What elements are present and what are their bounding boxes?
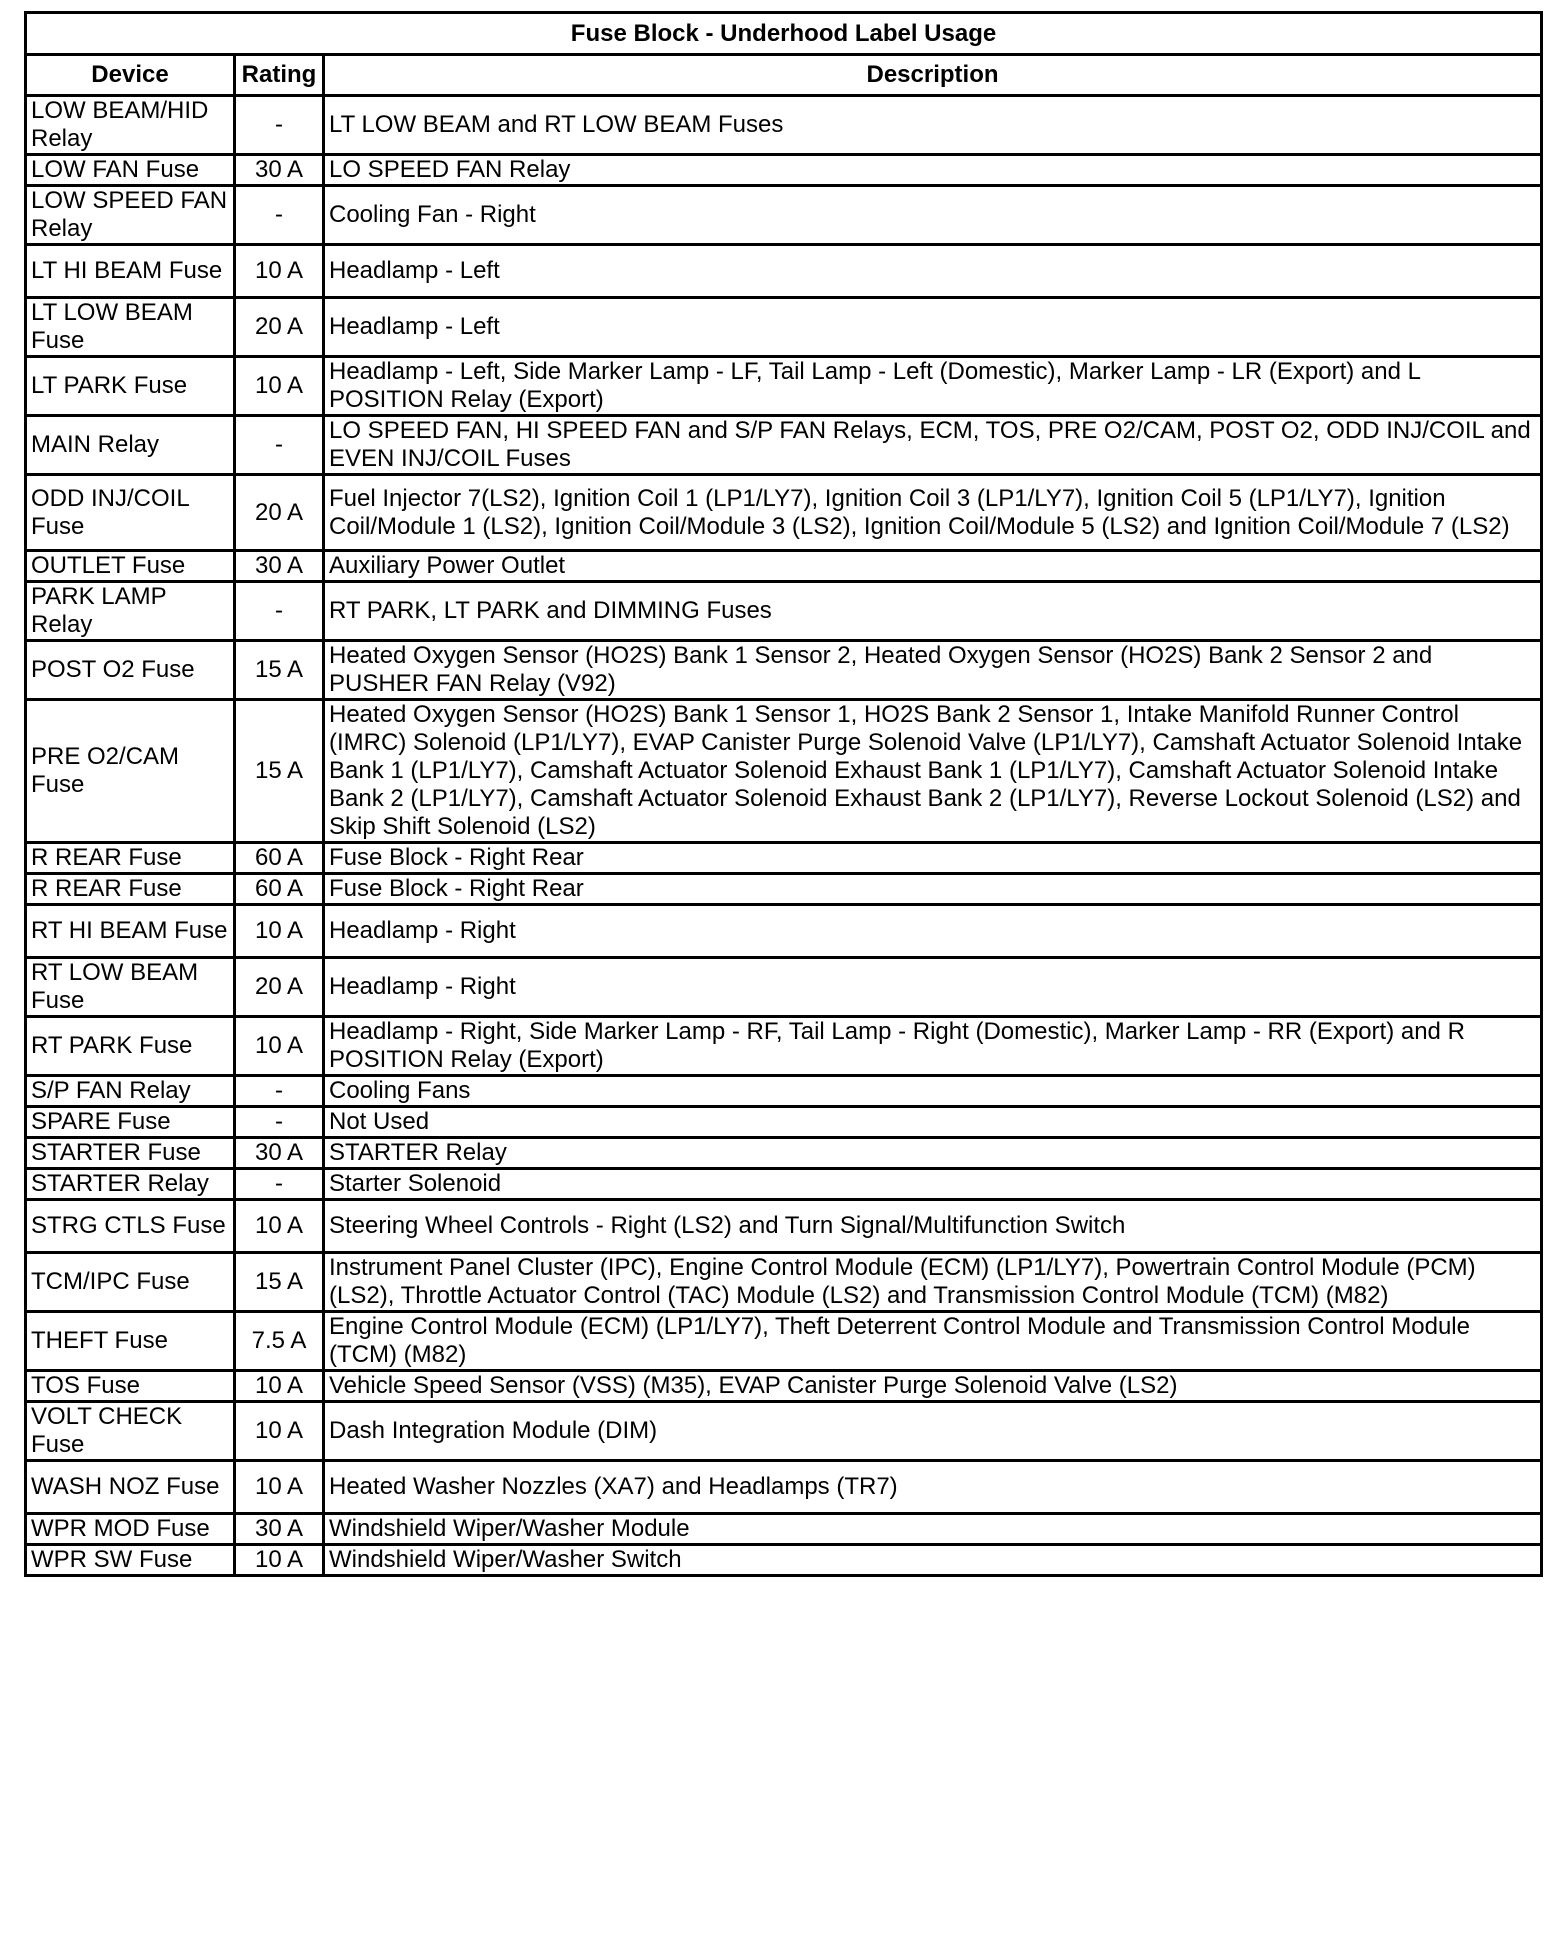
rating-cell: 60 A [235, 874, 324, 905]
device-cell: LOW SPEED FAN Relay [26, 186, 235, 245]
device-cell: WPR SW Fuse [26, 1545, 235, 1576]
table-row [26, 357, 1542, 416]
description-cell: Windshield Wiper/Washer Module [324, 1514, 1542, 1545]
rating-cell: 15 A [235, 700, 324, 843]
device-cell: MAIN Relay [26, 416, 235, 475]
device-cell: PRE O2/CAM Fuse [26, 700, 235, 843]
description-cell: RT PARK, LT PARK and DIMMING Fuses [324, 582, 1542, 641]
description-cell: Auxiliary Power Outlet [324, 551, 1542, 582]
device-cell: STARTER Relay [26, 1169, 235, 1200]
device-cell: LOW FAN Fuse [26, 155, 235, 186]
table-row [26, 905, 1542, 958]
fuse-usage-table [24, 11, 1543, 1577]
table-row [26, 700, 1542, 843]
description-cell: Starter Solenoid [324, 1169, 1542, 1200]
table-row [26, 1017, 1542, 1076]
rating-cell: 30 A [235, 1514, 324, 1545]
rating-cell: 15 A [235, 1253, 324, 1312]
rating-cell: 10 A [235, 245, 324, 298]
header-row [26, 55, 1542, 96]
table-row [26, 1076, 1542, 1107]
description-cell: Headlamp - Left [324, 245, 1542, 298]
rating-cell: - [235, 1107, 324, 1138]
device-cell: POST O2 Fuse [26, 641, 235, 700]
device-cell: ODD INJ/COIL Fuse [26, 475, 235, 551]
rating-cell: 20 A [235, 475, 324, 551]
rating-cell: 10 A [235, 1017, 324, 1076]
device-cell: PARK LAMP Relay [26, 582, 235, 641]
table-row [26, 551, 1542, 582]
rating-column-header: Rating [235, 55, 324, 96]
table-row [26, 958, 1542, 1017]
description-cell: Cooling Fan - Right [324, 186, 1542, 245]
description-cell: LO SPEED FAN, HI SPEED FAN and S/P FAN Relays, ECM, TOS, PRE O2/CAM, POST O2, ODD INJ/COIL and EVEN INJ/COIL Fuses [324, 416, 1542, 475]
device-cell: OUTLET Fuse [26, 551, 235, 582]
device-cell: LT HI BEAM Fuse [26, 245, 235, 298]
device-cell: RT PARK Fuse [26, 1017, 235, 1076]
device-cell: RT HI BEAM Fuse [26, 905, 235, 958]
table-row [26, 874, 1542, 905]
description-cell: Steering Wheel Controls - Right (LS2) and Turn Signal/Multifunction Switch [324, 1200, 1542, 1253]
description-cell: LO SPEED FAN Relay [324, 155, 1542, 186]
rating-cell: - [235, 582, 324, 641]
description-cell: Headlamp - Left [324, 298, 1542, 357]
table-row [26, 155, 1542, 186]
table-row [26, 1545, 1542, 1576]
rating-cell: - [235, 1076, 324, 1107]
rating-cell: 10 A [235, 905, 324, 958]
rating-cell: 10 A [235, 357, 324, 416]
device-cell: THEFT Fuse [26, 1312, 235, 1371]
rating-cell: 20 A [235, 958, 324, 1017]
description-cell: Windshield Wiper/Washer Switch [324, 1545, 1542, 1576]
table-row [26, 96, 1542, 155]
rating-cell: 10 A [235, 1371, 324, 1402]
table-row [26, 416, 1542, 475]
table-row [26, 1514, 1542, 1545]
description-cell: Vehicle Speed Sensor (VSS) (M35), EVAP Canister Purge Solenoid Valve (LS2) [324, 1371, 1542, 1402]
rating-cell: 10 A [235, 1200, 324, 1253]
description-cell: Instrument Panel Cluster (IPC), Engine Control Module (ECM) (LP1/LY7), Powertrain Control Module (PCM) (LS2), Throttle Actuator Control (TAC) Module (LS2) and Transmission Control Module (TCM) (M82) [324, 1253, 1542, 1312]
device-cell: S/P FAN Relay [26, 1076, 235, 1107]
device-cell: LOW BEAM/HID Relay [26, 96, 235, 155]
table-row [26, 1200, 1542, 1253]
rating-cell: 10 A [235, 1545, 324, 1576]
table-row [26, 582, 1542, 641]
description-cell: Fuse Block - Right Rear [324, 843, 1542, 874]
rating-cell: 20 A [235, 298, 324, 357]
rating-cell: - [235, 416, 324, 475]
rating-cell: 10 A [235, 1461, 324, 1514]
device-cell: LT LOW BEAM Fuse [26, 298, 235, 357]
device-cell: STARTER Fuse [26, 1138, 235, 1169]
table-row [26, 186, 1542, 245]
table-row [26, 1312, 1542, 1371]
device-cell: R REAR Fuse [26, 843, 235, 874]
table-row [26, 1253, 1542, 1312]
description-column-header: Description [324, 55, 1542, 96]
rating-cell: 15 A [235, 641, 324, 700]
table-row [26, 1138, 1542, 1169]
description-cell: Not Used [324, 1107, 1542, 1138]
table-row [26, 1371, 1542, 1402]
table-row [26, 1107, 1542, 1138]
description-cell: Headlamp - Right, Side Marker Lamp - RF, Tail Lamp - Right (Domestic), Marker Lamp - RR (Export) and R POSITION Relay (Export) [324, 1017, 1542, 1076]
table-row [26, 245, 1542, 298]
description-cell: Dash Integration Module (DIM) [324, 1402, 1542, 1461]
device-cell: RT LOW BEAM Fuse [26, 958, 235, 1017]
description-cell: Cooling Fans [324, 1076, 1542, 1107]
rating-cell: - [235, 1169, 324, 1200]
device-cell: TOS Fuse [26, 1371, 235, 1402]
table-title: Fuse Block - Underhood Label Usage [26, 13, 1542, 55]
rating-cell: 30 A [235, 1138, 324, 1169]
description-cell: Fuel Injector 7(LS2), Ignition Coil 1 (LP1/LY7), Ignition Coil 3 (LP1/LY7), Ignition Coil 5 (LP1/LY7), Ignition Coil/Module 1 (LS2), Ignition Coil/Module 3 (LS2), Ignition Coil/Module 5 (LS2) and Ignition Coil/Module 7 (LS2) [324, 475, 1542, 551]
device-column-header: Device [26, 55, 235, 96]
description-cell: Heated Oxygen Sensor (HO2S) Bank 1 Sensor 1, HO2S Bank 2 Sensor 1, Intake Manifold Runner Control (IMRC) Solenoid (LP1/LY7), EVAP Canister Purge Solenoid Valve (LP1/LY7), Camshaft Actuator Solenoid Intake Bank 1 (LP1/LY7), Camshaft Actuator Solenoid Exhaust Bank 1 (LP1/LY7), Camshaft Actuator Solenoid Intake Bank 2 (LP1/LY7), Camshaft Actuator Solenoid Exhaust Bank 2 (LP1/LY7), Reverse Lockout Solenoid (LS2) and Skip Shift Solenoid (LS2) [324, 700, 1542, 843]
device-cell: WPR MOD Fuse [26, 1514, 235, 1545]
table-row [26, 1402, 1542, 1461]
table-row [26, 843, 1542, 874]
rating-cell: 30 A [235, 155, 324, 186]
rating-cell: 60 A [235, 843, 324, 874]
description-cell: Engine Control Module (ECM) (LP1/LY7), Theft Deterrent Control Module and Transmission Control Module (TCM) (M82) [324, 1312, 1542, 1371]
description-cell: Headlamp - Right [324, 905, 1542, 958]
table-row [26, 1169, 1542, 1200]
rating-cell: - [235, 96, 324, 155]
device-cell: TCM/IPC Fuse [26, 1253, 235, 1312]
device-cell: R REAR Fuse [26, 874, 235, 905]
description-cell: LT LOW BEAM and RT LOW BEAM Fuses [324, 96, 1542, 155]
device-cell: WASH NOZ Fuse [26, 1461, 235, 1514]
device-cell: STRG CTLS Fuse [26, 1200, 235, 1253]
device-cell: VOLT CHECK Fuse [26, 1402, 235, 1461]
device-cell: SPARE Fuse [26, 1107, 235, 1138]
rating-cell: 7.5 A [235, 1312, 324, 1371]
description-cell: Headlamp - Right [324, 958, 1542, 1017]
table-row [26, 298, 1542, 357]
table-row [26, 475, 1542, 551]
description-cell: Heated Oxygen Sensor (HO2S) Bank 1 Sensor 2, Heated Oxygen Sensor (HO2S) Bank 2 Sensor 2 and PUSHER FAN Relay (V92) [324, 641, 1542, 700]
table-row [26, 641, 1542, 700]
description-cell: Fuse Block - Right Rear [324, 874, 1542, 905]
rating-cell: - [235, 186, 324, 245]
description-cell: Heated Washer Nozzles (XA7) and Headlamps (TR7) [324, 1461, 1542, 1514]
description-cell: STARTER Relay [324, 1138, 1542, 1169]
description-cell: Headlamp - Left, Side Marker Lamp - LF, Tail Lamp - Left (Domestic), Marker Lamp - LR (Export) and L POSITION Relay (Export) [324, 357, 1542, 416]
rating-cell: 30 A [235, 551, 324, 582]
table-row [26, 1461, 1542, 1514]
device-cell: LT PARK Fuse [26, 357, 235, 416]
title-row [26, 13, 1542, 55]
rating-cell: 10 A [235, 1402, 324, 1461]
table-body [26, 96, 1542, 1576]
